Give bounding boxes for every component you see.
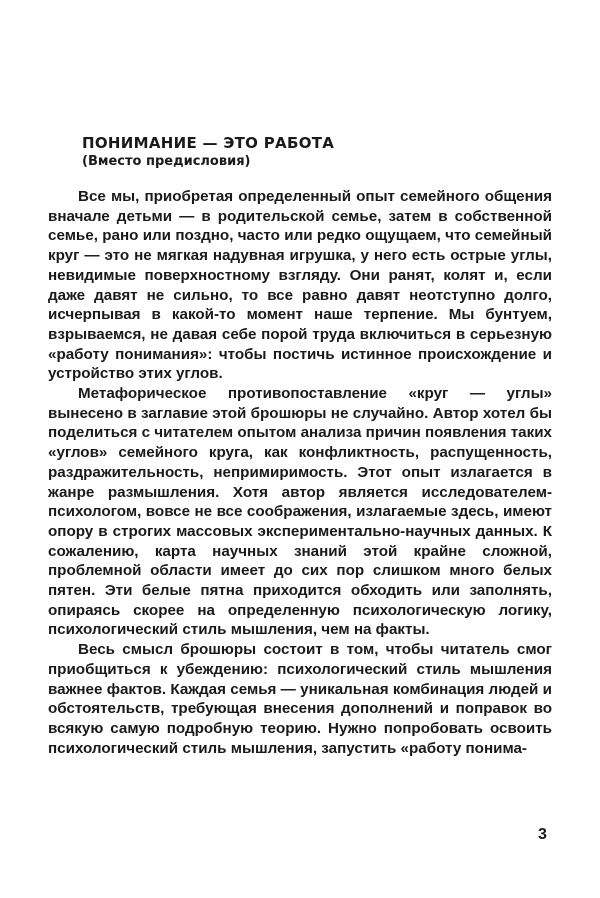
paragraph: Все мы, приобретая определенный опыт семейного общения вначале детьми — в родительской семье, затем в собственной семье, рано или поздно, часто или редко ощущаем, что семейный круг — это не мягкая надувная игрушка, у него есть острые углы, невидимые поверхностному взгляду. Они ранят, колят и, если даже давят не сильно, то все равно давят неотступно долго, исчерпывая в какой-то момент наше терпение. Мы бунтуем, взрываемся, не давая себе порой труда включиться в серьезную «работу понимания»: чтобы постичь истинное происхождение и устройство этих углов.: [48, 188, 552, 383]
chapter-subtitle: (Вместо предисловия): [82, 154, 251, 169]
chapter-title: ПОНИМАНИЕ — ЭТО РАБОТА: [82, 134, 335, 152]
paragraph: Весь смысл брошюры состоит в том, чтобы читатель смог приобщиться к убеждению: психологический стиль мышления важнее фактов. Каждая семья — уникальная комбинация людей и обстоятельств, требующая внесения дополнений и поправок во всякую самую подробную теорию. Нужно попробовать освоить психологический стиль мышления, запустить «работу понима-: [48, 641, 552, 757]
paragraph: Метафорическое противопоставление «круг — углы» вынесено в заглавие этой брошюры не случайно. Автор хотел бы поделиться с читателем опытом анализа причин появления таких «углов» семейного круга, как конфликтность, распущенность, раздражительность, непримиримость. Этот опыт излагается в жанре размышления. Хотя автор является исследователем-психологом, вовсе не все соображения, излагаемые здесь, имеют опору в строгих массовых экспериментально-научных данных. К сожалению, карта научных знаний этой крайне сложной, проблемной области имеет до сих пор слишком много белых пятен. Эти белые пятна приходится обходить или заполнять, опираясь скорее на определенную психологическую логику, психологический стиль мышления, чем на факты.: [48, 385, 552, 639]
page-number: 3: [538, 826, 547, 843]
body-text: [48, 187, 552, 758]
